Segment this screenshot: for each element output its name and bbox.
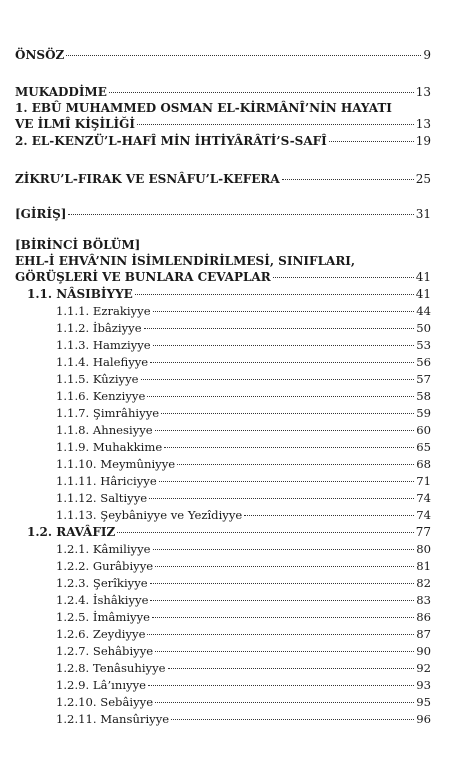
leader-dots [66,55,421,56]
toc-entry-label: 1.1.3. Hamziyye [56,338,151,352]
leader-dots [161,413,414,414]
leader-dots [147,634,414,635]
toc-entry-onsoz[interactable] [15,48,431,63]
toc-section-title: [BİRİNCİ BÖLÜM] [15,238,141,252]
toc-entry-page: 96 [416,712,431,726]
leader-dots [159,481,415,482]
toc-entry-label: VE İLMÎ KİŞİLİĞİ [15,117,135,131]
toc-entry-mukaddime[interactable] [15,85,431,100]
toc-entry-heading-line: EHL-İ EHVÂ’NIN İSİMLENDİRİLMESİ, SINIFLARI, [15,254,356,268]
toc-entry-label: 1.1.7. Şimrâhiyye [56,406,160,420]
leader-dots [273,277,414,278]
leader-dots [282,179,414,180]
toc-entry-page: 86 [416,610,431,624]
toc-entry-label: 1.1.11. Hâriciyye [56,474,157,488]
toc-entry-label: 1.1.12. Saltiyye [56,491,148,505]
toc-entry-simrahiyye[interactable] [56,406,431,421]
toc-entry-label: 1.1.4. Halefiyye [56,355,149,369]
toc-entry-label: 1.1.10. Meymûniyye [56,457,176,471]
leader-dots [137,124,414,125]
toc-entry-tenasuhiyye[interactable] [56,661,431,676]
leader-dots [153,345,415,346]
toc-entry-label: ÖNSÖZ [15,48,65,62]
toc-entry-label: 1.2.3. Şerîkiyye [56,576,148,590]
toc-entry-ehl-i-ehva[interactable] [15,270,431,285]
toc-entry-label: 1.1.2. İbâziyye [56,321,142,335]
toc-entry-page: 87 [416,627,431,641]
toc-entry-page: 83 [416,593,431,607]
toc-entry-kuziyye[interactable] [56,372,431,387]
toc-entry-page: 41 [415,287,431,301]
toc-entry-page: 25 [415,172,431,186]
leader-dots [147,396,414,397]
toc-entry-sebaiyye[interactable] [56,695,431,710]
leader-dots [150,600,414,601]
toc-entry-imamiyye[interactable] [56,610,431,625]
toc-entry-page: 80 [416,542,431,556]
toc-entry-muhakkime[interactable] [56,440,431,455]
toc-entry-label: ZİKRU’L-FIRAK VE ESNÂFU’L-KEFERA [15,172,280,186]
toc-entry-kamiliyye[interactable] [56,542,431,557]
toc-entry-label: 1.2. RAVÂFIZ [27,525,116,539]
toc-entry-ibaziyye[interactable] [56,321,431,336]
toc-entry-label: 1.2.4. İshâkiyye [56,593,149,607]
toc-entry-page: 53 [416,338,431,352]
toc-entry-halefiyye[interactable] [56,355,431,370]
leader-dots [141,379,415,380]
leader-dots [155,430,415,431]
toc-entry-label: 1.1. NÂSIBİYYE [27,287,133,301]
leader-dots [135,294,414,295]
toc-entry-page: 58 [416,389,431,403]
toc-entry-label: 1.2.9. Lâ’ınıyye [56,678,147,692]
toc-entry-mansuriyye[interactable] [56,712,431,727]
toc-entry-lainiyye[interactable] [56,678,431,693]
toc-entry-heading-line: 1. EBÛ MUHAMMED OSMAN EL-KİRMÂNÎ’NİN HAYATI [15,101,392,115]
toc-entry-label: 1.1.8. Ahnesiyye [56,423,153,437]
toc-entry-sehabiyye[interactable] [56,644,431,659]
toc-entry-page: 31 [415,207,431,221]
toc-entry-label: 1.2.8. Tenâsuhiyye [56,661,166,675]
toc-entry-page: 77 [415,525,431,539]
leader-dots [153,311,415,312]
toc-entry-hayati[interactable] [15,117,431,132]
leader-dots [177,464,414,465]
toc-entry-hariciyye[interactable] [56,474,431,489]
leader-dots [155,566,414,567]
toc-entry-label: 2. EL-KENZÜ’L-HAFÎ MİN İHTİYÂRÂTİ’S-SAFÎ [15,134,327,148]
toc-entry-page: 65 [416,440,431,454]
toc-entry-nasibiyye[interactable] [27,287,431,302]
toc-entry-page: 57 [416,372,431,386]
leader-dots [168,668,415,669]
leader-dots [150,362,414,363]
toc-entry-page: 74 [416,508,431,522]
toc-entry-ahnesiyye[interactable] [56,423,431,438]
toc-entry-giris[interactable] [15,207,431,222]
toc-entry-zikru[interactable] [15,172,431,187]
leader-dots [148,685,414,686]
toc-entry-page: 50 [416,321,431,335]
toc-entry-label: MUKADDİME [15,85,107,99]
leader-dots [171,719,414,720]
leader-dots [109,92,414,93]
toc-entry-label: 1.2.6. Zeydiyye [56,627,146,641]
toc-entry-label: 1.1.6. Kenziyye [56,389,146,403]
toc-entry-page: 19 [415,134,431,148]
toc-entry-hamziyye[interactable] [56,338,431,353]
toc-entry-page: 68 [416,457,431,471]
leader-dots [152,617,414,618]
toc-entry-label: 1.1.5. Kûziyye [56,372,139,386]
toc-entry-label: 1.1.1. Ezrakiyye [56,304,151,318]
leader-dots [150,583,415,584]
leader-dots [244,515,414,516]
toc-entry-page: 41 [415,270,431,284]
toc-entry-serikiyye[interactable] [56,576,431,591]
leader-dots [68,214,413,215]
toc-entry-page: 82 [416,576,431,590]
toc-entry-zeydiyye[interactable] [56,627,431,642]
leader-dots [144,328,415,329]
toc-entry-gurabiyye[interactable] [56,559,431,574]
toc-entry-saltiyye[interactable] [56,491,431,506]
toc-entry-label: 1.1.9. Muhakkime [56,440,163,454]
toc-entry-ishakiyye[interactable] [56,593,431,608]
leader-dots [153,549,415,550]
leader-dots [117,532,413,533]
toc-entry-label: 1.2.10. Sebâiyye [56,695,154,709]
toc-entry-page: 59 [416,406,431,420]
toc-entry-kenz[interactable] [15,134,431,149]
leader-dots [164,447,414,448]
toc-entry-page: 74 [416,491,431,505]
toc-entry-label: GÖRÜŞLERİ VE BUNLARA CEVAPLAR [15,270,271,284]
toc-entry-page: 92 [416,661,431,675]
toc-entry-label: 1.2.11. Mansûriyye [56,712,170,726]
leader-dots [329,141,414,142]
toc-entry-ezrakiyye[interactable] [56,304,431,319]
leader-dots [155,702,414,703]
toc-entry-page: 9 [423,48,431,62]
toc-entry-label: 1.2.2. Gurâbiyye [56,559,154,573]
toc-entry-label: 1.2.1. Kâmiliyye [56,542,151,556]
toc-entry-label: 1.2.5. İmâmiyye [56,610,151,624]
toc-entry-page: 60 [416,423,431,437]
toc-entry-page: 71 [416,474,431,488]
toc-entry-kenziyye[interactable] [56,389,431,404]
toc-entry-label: 1.1.13. Şeybâniyye ve Yezîdiyye [56,508,243,522]
toc-entry-page: 95 [416,695,431,709]
toc-entry-page: 90 [416,644,431,658]
leader-dots [149,498,414,499]
toc-entry-page: 13 [415,85,431,99]
toc-entry-page: 81 [416,559,431,573]
toc-entry-seybaniyye[interactable] [56,508,431,523]
leader-dots [155,651,414,652]
toc-entry-label: 1.2.7. Sehâbiyye [56,644,154,658]
toc-entry-meymuniyye[interactable] [56,457,431,472]
toc-entry-page: 56 [416,355,431,369]
toc-entry-label: [GİRİŞ] [15,207,67,221]
toc-entry-page: 13 [415,117,431,131]
toc-entry-ravafiz[interactable] [27,525,431,540]
toc-entry-page: 93 [416,678,431,692]
toc-entry-page: 44 [416,304,431,318]
